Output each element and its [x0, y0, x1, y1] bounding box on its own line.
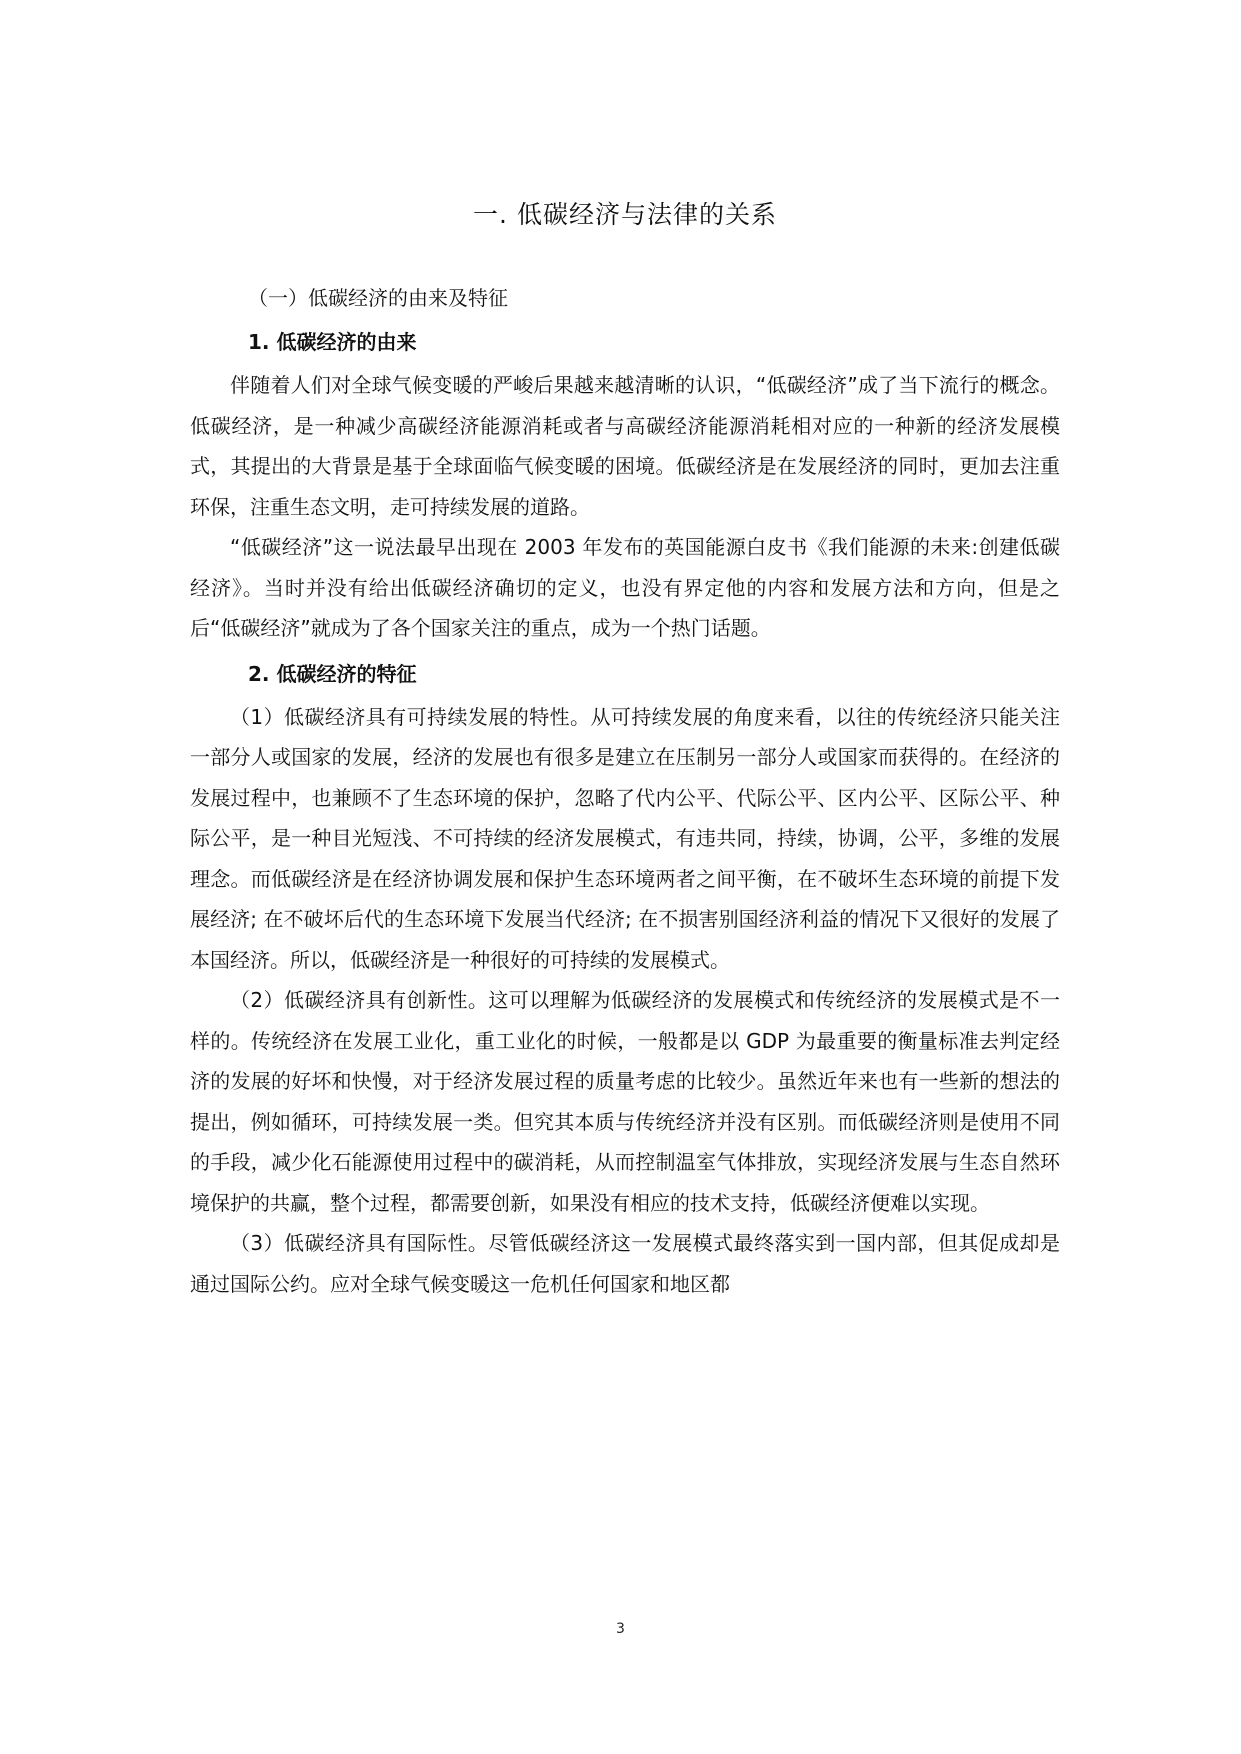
paragraph: “低碳经济”这一说法最早出现在 2003 年发布的英国能源白皮书《我们能源的未来:创建低碳经济》。当时并没有给出低碳经济确切的定义，也没有界定他的内容和发展方法和方向，但是之后“低碳经济”就成为了各个国家关注的重点，成为一个热门话题。	[190, 535, 1060, 640]
paragraph: （2）低碳经济具有创新性。这可以理解为低碳经济的发展模式和传统经济的发展模式是不一样的。传统经济在发展工业化，重工业化的时候，一般都是以 GDP 为最重要的衡量标准去判定经济的发展的好坏和快慢，对于经济发展过程的质量考虑的比较少。虽然近年来也有一些新的想法的提出，例如循环，可持续发展一类。但究其本质与传统经济并没有区别。而低碳经济则是使用不同的手段，减少化石能源使用过程中的碳消耗，从而控制温室气体排放，实现经济发展与生态自然环境保护的共赢，整个过程，都需要创新，如果没有相应的技术支持，低碳经济便难以实现。	[190, 988, 1060, 1215]
subsection-title-origin: 1. 低碳经济的由来	[248, 330, 417, 354]
paragraph: （3）低碳经济具有国际性。尽管低碳经济这一发展模式最终落实到一国内部，但其促成却是通过国际公约。应对全球气候变暖这一危机任何国家和地区都	[190, 1231, 1060, 1296]
paragraph: （1）低碳经济具有可持续发展的特性。从可持续发展的角度来看，以往的传统经济只能关注一部分人或国家的发展，经济的发展也有很多是建立在压制另一部分人或国家而获得的。在经济的发展过程中，也兼顾不了生态环境的保护，忽略了代内公平、代际公平、区内公平、区际公平、种际公平，是一种目光短浅、不可持续的经济发展模式，有违共同，持续，协调，公平，多维的发展理念。而低碳经济是在经济协调发展和保护生态环境两者之间平衡，在不破坏生态环境的前提下发展经济; 在不破坏后代的生态环境下发展当代经济; 在不损害别国经济利益的情况下又很好的发展了本国经济。所以，低碳经济是一种很好的可持续的发展模式。	[190, 704, 1060, 972]
paragraph: 伴随着人们对全球气候变暖的严峻后果越来越清晰的认识，“低碳经济”成了当下流行的概念。低碳经济，是一种减少高碳经济能源消耗或者与高碳经济能源消耗相对应的一种新的经济发展模式，其提出的大背景是基于全球面临气候变暖的困境。低碳经济是在发展经济的同时，更加去注重环保，注重生态文明，走可持续发展的道路。	[190, 373, 1060, 519]
page-number: 3	[616, 1621, 625, 1637]
section-title: （一）低碳经济的由来及特征	[248, 286, 508, 310]
page-content	[190, 195, 1060, 1304]
subsection-title-features: 2. 低碳经济的特征	[248, 661, 417, 686]
chapter-title: 一. 低碳经济与法律的关系	[473, 200, 777, 229]
